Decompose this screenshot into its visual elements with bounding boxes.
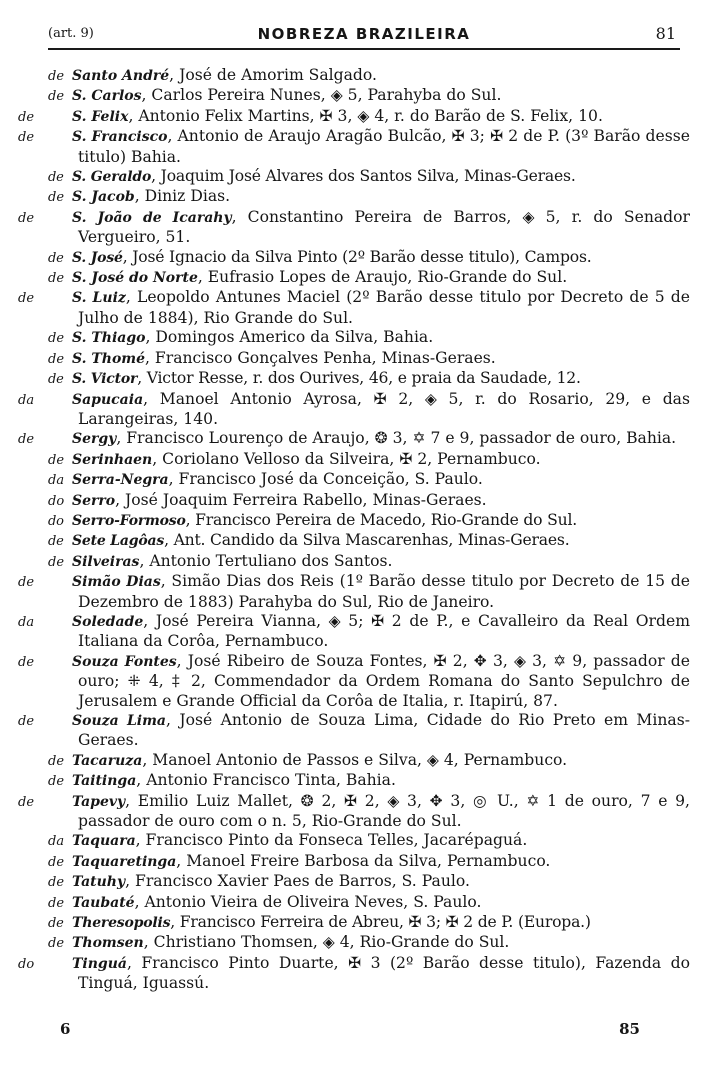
entry-title: S. Luiz	[72, 290, 126, 307]
entry-text: , Manoel Antonio Ayrosa, ✠ 2, ◈ 5, r. do Rosario, 29, e das Larangeiras, 140.	[78, 389, 690, 428]
entry-text: , Eufrasio Lopes de Araujo, Rio-Grande do Sul.	[197, 268, 568, 287]
entry-text: , José Joaquim Ferreira Rabello, Minas-Geraes.	[115, 490, 487, 509]
entry-prefix: de	[48, 190, 65, 206]
entry-prefix: de	[48, 331, 65, 347]
entry-text: , Francisco Pinto da Fonseca Telles, Jacarépaguá.	[135, 831, 528, 850]
entry-text: , Christiano Thomsen, ◈ 4, Rio-Grande do Sul.	[143, 933, 510, 952]
entry-prefix: de	[48, 372, 64, 388]
entry-title: Souza Fontes	[72, 653, 177, 670]
entry-prefix: de	[18, 291, 35, 307]
list-item	[18, 429, 690, 449]
list-item	[18, 791, 690, 832]
entry-title: S. Carlos	[72, 88, 142, 105]
list-item	[48, 933, 690, 953]
entry-title: Sergy	[72, 431, 117, 448]
entry-text: , José Pereira Vianna, ◈ 5; ✠ 2 de P., e Cavalleiro da Real Ordem Italiana da Corôa, Pernambuco.	[78, 611, 690, 651]
entry-prefix: de	[18, 432, 35, 448]
entry-title: Tacaruza	[72, 752, 143, 769]
list-item	[18, 127, 690, 167]
page-header	[48, 22, 680, 50]
entry-title: Souza Lima	[72, 713, 166, 729]
entry-title: Simão Dias	[72, 574, 161, 591]
entry-title: Taubaté	[72, 894, 135, 911]
entry-prefix: de	[48, 452, 65, 468]
entry-title: Serra-Negra	[72, 472, 169, 489]
list-item	[48, 248, 690, 268]
list-item	[48, 831, 690, 851]
entry-prefix: de	[48, 753, 65, 769]
entry-prefix: de	[18, 575, 35, 591]
page-title: NOBREZA BRAZILEIRA	[257, 25, 471, 43]
entry-text: , Francisco Xavier Paes de Barros, S. Paulo.	[125, 872, 470, 891]
entry-title: Tapevy	[72, 793, 126, 810]
list-item	[18, 288, 691, 328]
entry-prefix: de	[48, 69, 65, 84]
list-item	[18, 611, 690, 652]
entry-text: , Victor Resse, r. dos Ourives, 46, e praia da Saudade, 12.	[137, 369, 581, 388]
entry-prefix: de	[48, 554, 65, 570]
entry-title: Serro	[72, 492, 116, 509]
entry-title: Tatuhy	[72, 874, 126, 891]
entry-title: Taquara	[72, 833, 136, 850]
entry-text: , Domingos Americo da Silva, Bahia.	[145, 328, 434, 347]
entry-text: , Antonio Francisco Tinta, Bahia.	[136, 771, 396, 790]
entry-text: , Simão Dias dos Reis (1º Barão desse titulo por Decreto de 15 de Dezembro de 1883) Parahyba do Sul, Rio de Janeiro.	[78, 572, 690, 611]
list-item	[48, 470, 690, 490]
list-item	[48, 187, 690, 207]
entry-title: Soledade	[72, 613, 144, 630]
footer-number: 85	[619, 1020, 640, 1038]
entry-prefix: de	[48, 936, 65, 952]
entry-title: S. João de Icarahy	[72, 209, 232, 226]
list-item	[48, 349, 690, 369]
list-item	[48, 511, 690, 531]
list-item	[18, 106, 690, 127]
entry-prefix: de	[18, 794, 35, 810]
entry-text: , Antonio Vieira de Oliveira Neves, S. Paulo.	[134, 892, 482, 911]
entry-title: S. Thiago	[72, 330, 146, 347]
entry-prefix: de	[48, 89, 65, 105]
list-item	[48, 167, 690, 187]
entry-prefix: da	[48, 834, 65, 850]
article-marker: (art. 9)	[48, 26, 94, 41]
entry-prefix: de	[18, 654, 35, 670]
entry-text: , Emilio Luiz Mallet, ❂ 2, ✠ 2, ◈ 3, ✥ 3, ◎ U., ✡ 1 de ouro, 7 e 9, passador de ouro com o n. 5, Rio-Grande do Sul.	[78, 791, 690, 831]
list-item	[48, 86, 690, 106]
entry-title: Sapucaia	[72, 391, 144, 408]
list-item	[48, 66, 690, 86]
entry-prefix: de	[48, 854, 65, 870]
entry-prefix: de	[48, 534, 64, 550]
list-item	[48, 872, 690, 892]
list-item	[48, 852, 690, 872]
list-item	[48, 913, 690, 933]
entry-text: , Diniz Dias.	[134, 187, 231, 206]
list-item	[48, 531, 690, 551]
entry-title: S. Victor	[72, 371, 138, 388]
entry-prefix: da	[18, 614, 35, 630]
list-item	[18, 389, 690, 430]
entry-text: , José de Amorim Salgado.	[169, 66, 377, 84]
list-item	[48, 268, 690, 288]
entry-text: , Antonio Tertuliano dos Santos.	[139, 551, 393, 570]
list-item	[18, 711, 690, 751]
entry-prefix: de	[48, 774, 65, 790]
entry-title: Tinguá	[72, 955, 127, 972]
entry-text: , Coriolano Velloso da Silveira, ✠ 2, Pernambuco.	[152, 449, 541, 468]
list-item	[48, 893, 690, 913]
entry-prefix: de	[48, 271, 65, 287]
list-item	[48, 450, 690, 470]
page-number: 81	[655, 24, 676, 43]
entry-text: , Francisco Ferreira de Abreu, ✠ 3; ✠ 2 de P. (Europa.)	[170, 913, 591, 932]
entry-text: , Constantino Pereira de Barros, ◈ 5, r. do Senador Vergueiro, 51.	[78, 207, 690, 247]
entry-title: Silveiras	[72, 553, 140, 570]
entry-title: S. Felix	[72, 108, 129, 125]
entry-text: , Manoel Antonio de Passos e Silva, ◈ 4, Pernambuco.	[142, 750, 568, 769]
entry-text: , Francisco José da Conceição, S. Paulo.	[168, 470, 483, 489]
entry-title: S. Thomé	[72, 350, 146, 367]
entry-title: Theresopolis	[72, 915, 171, 932]
entry-title: Sete Lagôas	[72, 533, 165, 550]
list-item	[18, 953, 690, 994]
entry-prefix: de	[48, 875, 65, 891]
list-item	[48, 771, 690, 791]
list-item	[18, 207, 690, 248]
entry-title: Taitinga	[72, 773, 137, 790]
entry-title: Santo André	[72, 68, 170, 84]
entry-title: S. Francisco	[72, 129, 168, 146]
entry-prefix: de	[18, 714, 35, 729]
entry-prefix: de	[18, 210, 35, 226]
entry-text: , Francisco Pinto Duarte, ✠ 3 (2º Barão desse titulo), Fazenda do Tinguá, Iguassú.	[78, 953, 690, 993]
list-item	[48, 552, 690, 572]
list-item	[48, 491, 690, 511]
entry-prefix: de	[48, 916, 64, 932]
entry-prefix: de	[18, 130, 35, 146]
entry-prefix: da	[18, 392, 35, 408]
signature-mark: 6	[60, 1020, 71, 1038]
entry-title: S. José	[72, 249, 123, 266]
entry-text: , Francisco Pereira de Macedo, Rio-Grande do Sul.	[185, 510, 577, 529]
entry-prefix: do	[48, 513, 64, 529]
entry-text: , Francisco Gonçalves Penha, Minas-Geraes.	[145, 348, 496, 367]
entry-text: , José Ignacio da Silva Pinto (2º Barão desse titulo), Campos.	[122, 247, 592, 266]
entry-prefix: de	[18, 109, 35, 125]
entry-title: Serinhaen	[72, 451, 153, 468]
entry-title: Taquaretinga	[72, 853, 177, 870]
entry-text: , Ant. Candido da Silva Mascarenhas, Minas-Geraes.	[164, 531, 570, 550]
entry-text: , Antonio Felix Martins, ✠ 3, ◈ 4, r. do Barão de S. Felix, 10.	[128, 106, 603, 125]
page-footer	[48, 1020, 640, 1042]
entry-text: , Antonio de Araujo Aragão Bulcão, ✠ 3; ✠ 2 de P. (3º Barão desse titulo) Bahia.	[78, 127, 690, 166]
entry-text: , Joaquim José Alvares dos Santos Silva, Minas-Geraes.	[151, 167, 576, 186]
entry-title: Thomsen	[72, 935, 144, 952]
entry-prefix: de	[48, 895, 65, 911]
entry-title: S. Jacob	[72, 189, 135, 206]
entry-prefix: de	[48, 250, 64, 266]
entry-list	[18, 66, 691, 994]
entry-prefix: de	[48, 351, 65, 367]
entry-text: , José Antonio de Souza Lima, Cidade do Rio Preto em Minas-Geraes.	[78, 711, 690, 750]
entry-prefix: de	[48, 170, 64, 186]
entry-prefix: do	[18, 956, 35, 972]
entry-text: , José Ribeiro de Souza Fontes, ✠ 2, ✥ 3, ◈ 3, ✡ 9, passador de ouro; ⁜ 4, ‡ 2, Commendador da Ordem Romana do Santo Sepulchro de Jerusalem e Grande Official da Corôa de Italia, r. Itapirú, 87.	[78, 651, 690, 710]
list-item	[48, 328, 690, 348]
list-item	[48, 369, 690, 389]
entry-title: S. Geraldo	[72, 169, 152, 186]
list-item	[18, 572, 690, 612]
list-item	[18, 651, 690, 711]
entry-prefix: do	[48, 493, 65, 509]
entry-prefix: da	[48, 473, 65, 489]
entry-text: , Manoel Freire Barbosa da Silva, Pernambuco.	[176, 851, 551, 870]
entry-title: S. José do Norte	[72, 270, 198, 287]
entry-text: , Carlos Pereira Nunes, ◈ 5, Parahyba do Sul.	[141, 86, 502, 105]
list-item	[48, 751, 690, 771]
entry-text: , Francisco Lourenço de Araujo, ❂ 3, ✡ 7 e 9, passador de ouro, Bahia.	[116, 429, 677, 448]
entry-text: , Leopoldo Antunes Maciel (2º Barão desse titulo por Decreto de 5 de Julho de 1884), Rio Grande do Sul.	[78, 288, 691, 327]
entry-title: Serro-Formoso	[72, 512, 186, 529]
